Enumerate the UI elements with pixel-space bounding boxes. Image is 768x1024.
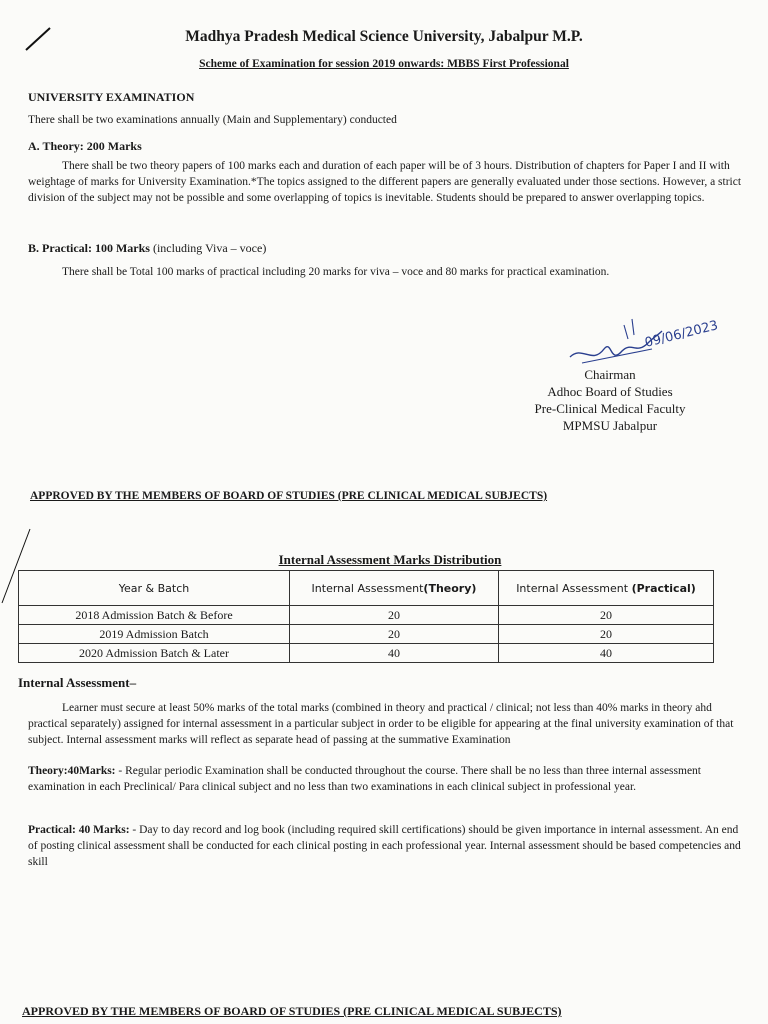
cell-theory: 20 [290, 625, 499, 644]
theory-40-label: Theory:40Marks: [28, 765, 116, 777]
col-header-practical [499, 571, 714, 606]
theory-40-marks-paragraph [28, 763, 743, 795]
cell-practical: 20 [499, 606, 714, 625]
table-row [19, 606, 714, 625]
signature-line-3: MPMSU Jabalpur [562, 418, 658, 433]
cell-theory: 20 [290, 606, 499, 625]
col-header-theory [290, 571, 499, 606]
document-title: Madhya Pradesh Medical Science University, Jabalpur M.P. [185, 28, 583, 45]
signature-block [510, 366, 710, 434]
internal-assessment-text: Learner must secure at least 50% marks of the total marks (combined in theory and practical / clinical; not less than 40% marks in theory ahd practical separately) assigned for internal assessment in a particular subject in order to be eligible for appearing at the final university examination of that subject. Internal assessment marks will reflect as separate head of passing at the summative Examination [28, 702, 734, 746]
theory-40-text: - Regular periodic Examination shall be conducted throughout the course. There shall be no less than three internal assessment examination in each Preclinical/ Para clinical subject and no less than two examinations in each clinical subject in professional year. [28, 765, 701, 793]
practical-40-marks-paragraph [28, 822, 743, 870]
theory-heading: A. Theory: 200 Marks [28, 139, 142, 153]
approval-note-footer: APPROVED BY THE MEMBERS OF BOARD OF STUDIES (PRE CLINICAL MEDICAL SUBJECTS) [22, 1004, 562, 1018]
university-exam-heading: UNIVERSITY EXAMINATION [28, 90, 195, 104]
table-header-row [19, 571, 714, 606]
practical-heading-bold: B. Practical: 100 Marks [28, 241, 150, 255]
signature-role: Chairman [584, 367, 636, 382]
practical-text: There shall be Total 100 marks of practical including 20 marks for viva – voce and 80 marks for practical examination. [62, 266, 610, 278]
cell-theory: 40 [290, 644, 499, 663]
internal-assessment-heading: Internal Assessment– [18, 675, 137, 690]
practical-heading-rest: (including Viva – voce) [149, 241, 267, 255]
table-title: Internal Assessment Marks Distribution [278, 552, 502, 567]
approval-note: APPROVED BY THE MEMBERS OF BOARD OF STUDIES (PRE CLINICAL MEDICAL SUBJECTS) [30, 490, 548, 502]
practical-40-text: - Day to day record and log book (including required skill certifications) should be given importance in internal assessment. An end of posting clinical assessment shall be conducted for each clinical posting in each professional year. Internal assessment should be based competencies and skill [28, 824, 741, 868]
cell-batch: 2020 Admission Batch & Later [19, 644, 290, 663]
col-header-year-batch: Year & Batch [19, 571, 290, 606]
signature-line-2: Pre-Clinical Medical Faculty [534, 401, 686, 416]
cell-batch: 2019 Admission Batch [19, 625, 290, 644]
practical-40-label: Practical: 40 Marks: [28, 824, 130, 836]
col-header-theory-prefix: Internal Assessment [311, 581, 424, 595]
cell-practical: 40 [499, 644, 714, 663]
internal-assessment-table [18, 570, 714, 663]
col-header-theory-bold: (Theory) [423, 581, 477, 595]
university-exam-text: There shall be two examinations annually (Main and Supplementary) conducted [28, 114, 397, 126]
table-row [19, 625, 714, 644]
col-header-practical-bold: (Practical) [631, 581, 696, 595]
theory-text: There shall be two theory papers of 100 marks each and duration of each paper will be of 3 hours. Distribution of chapters for Paper I and II with weightage of marks for University Examination.*The topics assigned to the different papers are generally evaluated under those sections. However, a strict division of the subject may not be possible and some overlapping of topics is inevitable. Students should be prepared to answer overlapping topics. [28, 160, 742, 204]
signature-date: 09/06/2023 [643, 318, 720, 351]
signature-line-1: Adhoc Board of Studies [547, 384, 673, 399]
handwritten-signature [562, 305, 742, 375]
cell-practical: 20 [499, 625, 714, 644]
col-header-practical-prefix: Internal Assessment [516, 581, 632, 595]
practical-heading [28, 241, 266, 256]
cell-batch: 2018 Admission Batch & Before [19, 606, 290, 625]
table-row [19, 644, 714, 663]
document-subtitle: Scheme of Examination for session 2019 onwards: MBBS First Professional [199, 58, 569, 70]
